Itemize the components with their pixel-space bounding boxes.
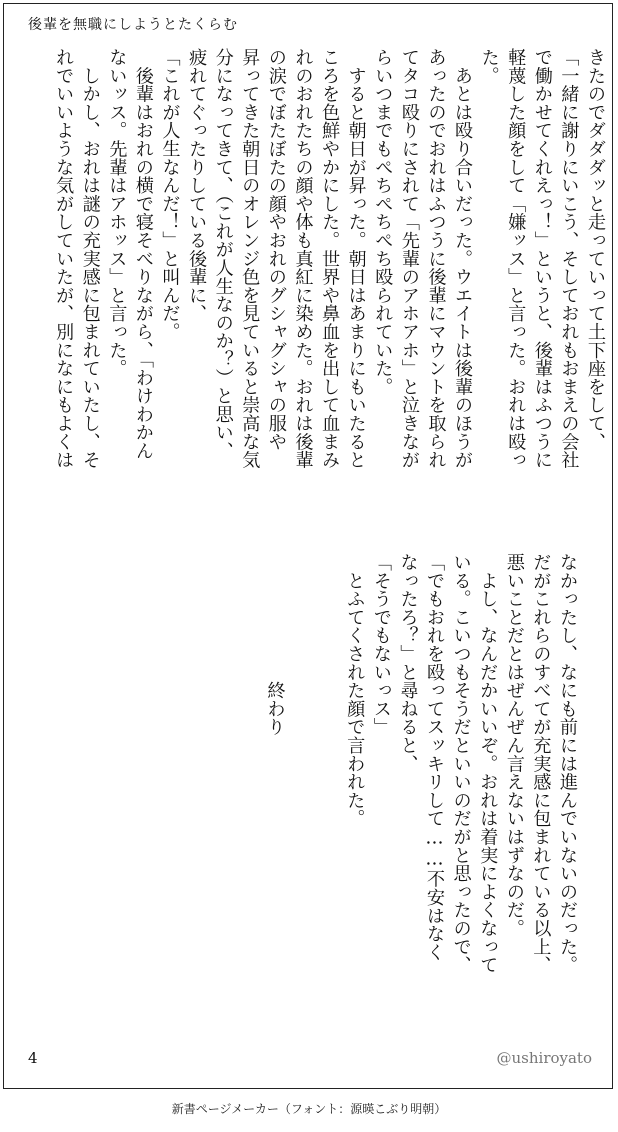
body-text-upper: きたのでダダダッと走っていって土下座をして、 「一緒に謝りにいこう、そしておれもおまえの会社 で働かせてくれえっ！」というと、後輩はふつうに 軽蔑した顔をして「嫌ッス」と言った。おれは殴っ た。 あとは殴り合いだった。ウエイトは後輩のほうが あったのでおれはふつうに後輩にマウントを取られ てタコ殴りにされて「先輩のアホアホ」と泣きなが らいつまでもぺちぺちぺち殴られていた。 すると朝日が昇った。朝日はあまりにもいたると ころを色鮮やかにした。世界や鼻血を出して血まみ れのおれたちの顔や体も真紅に染めた。おれは後輩 の涙でぼたぼたの顔やおれのグシャグシャの服や 昇ってきた朝日のオレンジ色を見ていると崇高な気 分になってきて、（これが人生なのか？）と思い、 疲れてぐったりしている後輩に、 「これが人生なんだ！」と叫んだ。 後輩はおれの横で寝そべりながら、「わけわかん ないッス。先輩はアホッス」と言った。 しかし、おれは謎の充実感に包まれていたし、そ れでいいような気がしていたが、別になにもよくは <box>53 48 606 469</box>
author-handle: @ushiroyato <box>496 1049 592 1067</box>
page-number: 4 <box>28 1049 38 1067</box>
page-title: 後輩を無職にしようとたくらむ <box>28 17 238 33</box>
footer-credit: 新書ページメーカー（フォント：源暎こぶり明朝） <box>171 1102 447 1116</box>
body-text-lower: なかったし、なにも前には進んでいないのだった。 だがこれらのすべてが充実感に包まれている以上、 悪いことだとはぜんぜん言えないはずなのだ。 よし、なんだかいいぞ。おれは着実によくなって いる。こいつもそうだといいのだがと思ったので、 「でもおれを殴ってスッキリして……不安はなく なったろ？」と尋ねると、 「そうでもないっス」 とふてくされた顔で言われた。 終わり <box>264 553 578 974</box>
